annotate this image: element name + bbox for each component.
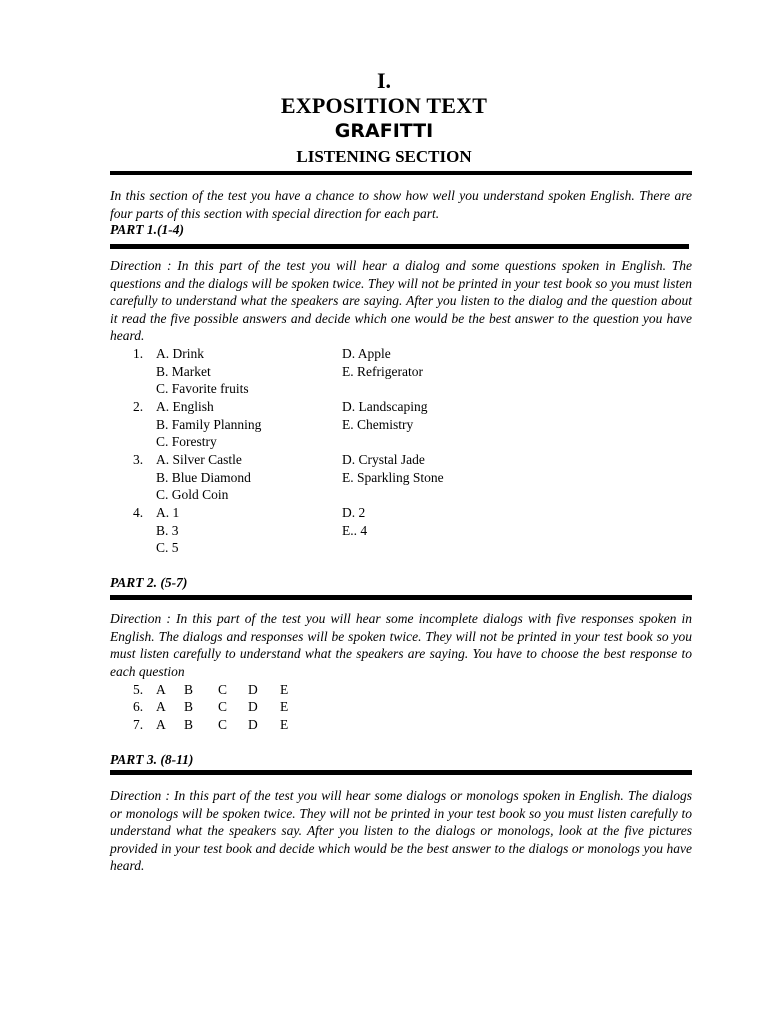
question-number: 5. [133,682,144,697]
question-number: 1. [133,346,144,361]
header-divider [110,171,692,175]
choice-c: C [218,682,228,697]
option-c: C. Forestry [156,434,217,449]
choice-d: D [248,699,258,714]
choice-b: B [184,682,194,697]
question-number: 6. [133,699,144,714]
choice-b: B [184,717,194,732]
option-e: E. Sparkling Stone [342,470,444,485]
part2-heading: PART 2. (5-7) [110,575,188,590]
choice-b: B [184,699,194,714]
choice-d: D [248,717,258,732]
part3-heading: PART 3. (8-11) [110,752,194,767]
option-b: B. 3 [156,523,179,538]
option-a: A. 1 [156,505,180,520]
option-d: D. 2 [342,505,366,520]
option-b: B. Market [156,364,211,379]
section-number: I. [376,68,392,93]
option-c: C. Gold Coin [156,487,229,502]
question-number: 7. [133,717,144,732]
choice-d: D [248,682,258,697]
question-number: 3. [133,452,144,467]
part3-divider [110,770,692,775]
part1-direction: Direction : In this part of the test you will hear a dialog and some questions spoken in English. The questions and the dialogs will be spoken twice. They will not be printed in your test book so you must listen carefully to understand what the speakers are saying. After you listen to the dialog and the question about it read the five possible answers and decide which one would be the best answer to the question you have heard. [110,258,692,344]
choice-e: E [280,699,289,714]
question-number: 2. [133,399,144,414]
question-number: 4. [133,505,144,520]
part2-direction: Direction : In this part of the test you will hear some incomplete dialogs with five responses spoken in English. The dialogs and responses will be spoken twice. They will not be printed in your test book so you must listen carefully to understand what the speakers are saying. You have to choose the best response to each question [110,611,692,679]
intro-paragraph: In this section of the test you have a chance to show how well you understand spoken English. There are four parts of this section with special direction for each part. [110,188,692,221]
part3-direction: Direction : In this part of the test you will hear some dialogs or monologs spoken in English. The dialogs or monologs will be spoken twice. They will not be printed in your test book so you must listen carefully to understand what the speakers say. After you listen to the dialogs or monologs, look at the five pictures provided in your test book and decide which would be the best answer to the dialogs or monologs you have heard. [110,788,692,874]
document-subtitle: GRAFITTI [334,120,434,142]
choice-c: C [218,699,228,714]
option-e: E. Refrigerator [342,364,423,379]
choice-a: A [156,699,166,714]
choice-e: E [280,717,289,732]
option-e: E.. 4 [342,523,368,538]
option-a: A. Drink [156,346,204,361]
part1-heading: PART 1.(1-4) [110,222,184,237]
option-b: B. Family Planning [156,417,262,432]
choice-e: E [280,682,289,697]
option-c: C. Favorite fruits [156,381,249,396]
choice-a: A [156,682,166,697]
part1-divider [110,244,689,249]
option-a: A. Silver Castle [156,452,242,467]
option-a: A. English [156,399,214,414]
option-c: C. 5 [156,540,179,555]
choice-c: C [218,717,228,732]
document-title: EXPOSITION TEXT [280,93,488,118]
option-d: D. Landscaping [342,399,428,414]
option-b: B. Blue Diamond [156,470,251,485]
option-d: D. Apple [342,346,391,361]
option-d: D. Crystal Jade [342,452,425,467]
part2-divider [110,595,692,600]
choice-a: A [156,717,166,732]
option-e: E. Chemistry [342,417,414,432]
section-heading: LISTENING SECTION [296,147,472,166]
